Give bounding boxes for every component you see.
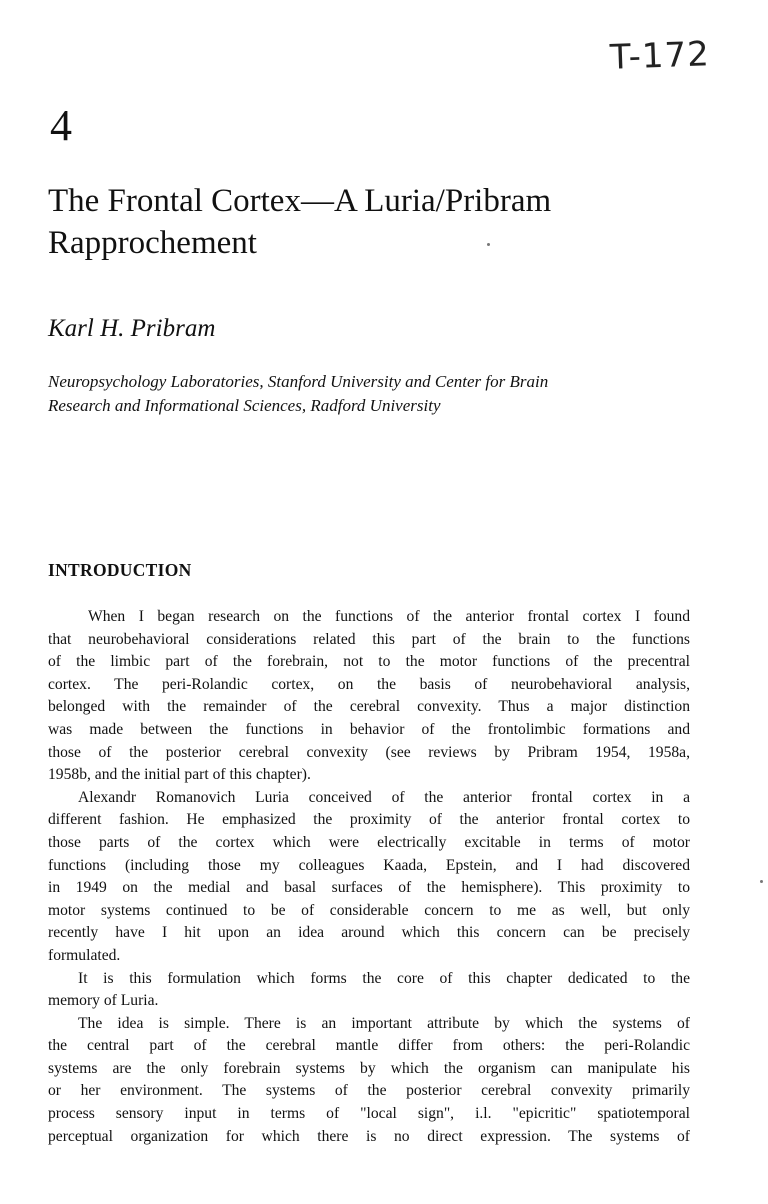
text-line: was made between the functions in behavior of the frontolimbic formations and xyxy=(48,720,690,738)
text-line: those parts of the cortex which were electrically excitable in terms of motor xyxy=(48,833,690,851)
handwritten-note: T-172 xyxy=(609,34,711,78)
affiliation-line: Research and Informational Sciences, Radford University xyxy=(48,396,441,415)
text-line: formulated. xyxy=(48,946,121,964)
text-line: those of the posterior cerebral convexity (see reviews by Pribram 1954, 1958a, xyxy=(48,743,690,761)
text-line: process sensory input in terms of "local sign", i.l. "epicritic" spatiotemporal xyxy=(48,1105,690,1123)
text-line: When I began research on the functions of the anterior frontal cortex I found xyxy=(88,608,690,625)
chapter-title xyxy=(48,180,688,264)
scan-speck xyxy=(487,243,490,246)
author-name: Karl H. Pribram xyxy=(48,315,216,342)
text-line: or her environment. The systems of the posterior cerebral convexity primarily xyxy=(48,1082,690,1100)
text-line: of the limbic part of the forebrain, not to the motor functions of the precentral xyxy=(48,653,690,671)
scan-speck xyxy=(760,880,763,883)
text-line: perceptual organization for which there is no direct expression. The systems of xyxy=(48,1127,690,1145)
text-line: recently have I hit upon an idea around which this concern can be precisely xyxy=(48,924,690,942)
author-affiliation xyxy=(48,370,728,418)
section-heading: INTRODUCTION xyxy=(48,560,192,580)
text-line: motor systems continued to be of considerable concern to me as well, but only xyxy=(48,901,690,919)
chapter-number: 4 xyxy=(50,101,72,150)
text-line: 1958b, and the initial part of this chapter). xyxy=(48,766,311,784)
text-line: systems are the only forebrain systems by which the organism can manipulate his xyxy=(48,1059,690,1077)
text-line: belonged with the remainder of the cerebral convexity. Thus a major distinction xyxy=(48,698,690,716)
body-text xyxy=(48,606,690,1148)
chapter-title-line: The Frontal Cortex—A Luria/Pribram xyxy=(48,183,552,219)
text-line: functions (including those my colleagues Kaada, Epstein, and I had discovered xyxy=(48,856,690,874)
text-line: The idea is simple. There is an important attribute by which the systems of xyxy=(78,1014,690,1032)
text-line: memory of Luria. xyxy=(48,992,159,1010)
text-line: in 1949 on the medial and basal surfaces of the hemisphere). This proximity to xyxy=(48,879,690,897)
affiliation-line: Neuropsychology Laboratories, Stanford University and Center for Brain xyxy=(48,372,549,391)
text-line: different fashion. He emphasized the proximity of the anterior frontal cortex to xyxy=(48,811,690,829)
text-line: the central part of the cerebral mantle differ from others: the peri-Rolandic xyxy=(48,1037,690,1055)
text-line: It is this formulation which forms the core of this chapter dedicated to the xyxy=(78,969,690,987)
chapter-title-line: Rapprochement xyxy=(48,225,257,261)
text-line: Alexandr Romanovich Luria conceived of the anterior frontal cortex in a xyxy=(78,788,690,806)
text-line: that neurobehavioral considerations related this part of the brain to the functions xyxy=(48,630,690,648)
text-line: cortex. The peri-Rolandic cortex, on the basis of neurobehavioral analysis, xyxy=(48,675,690,693)
